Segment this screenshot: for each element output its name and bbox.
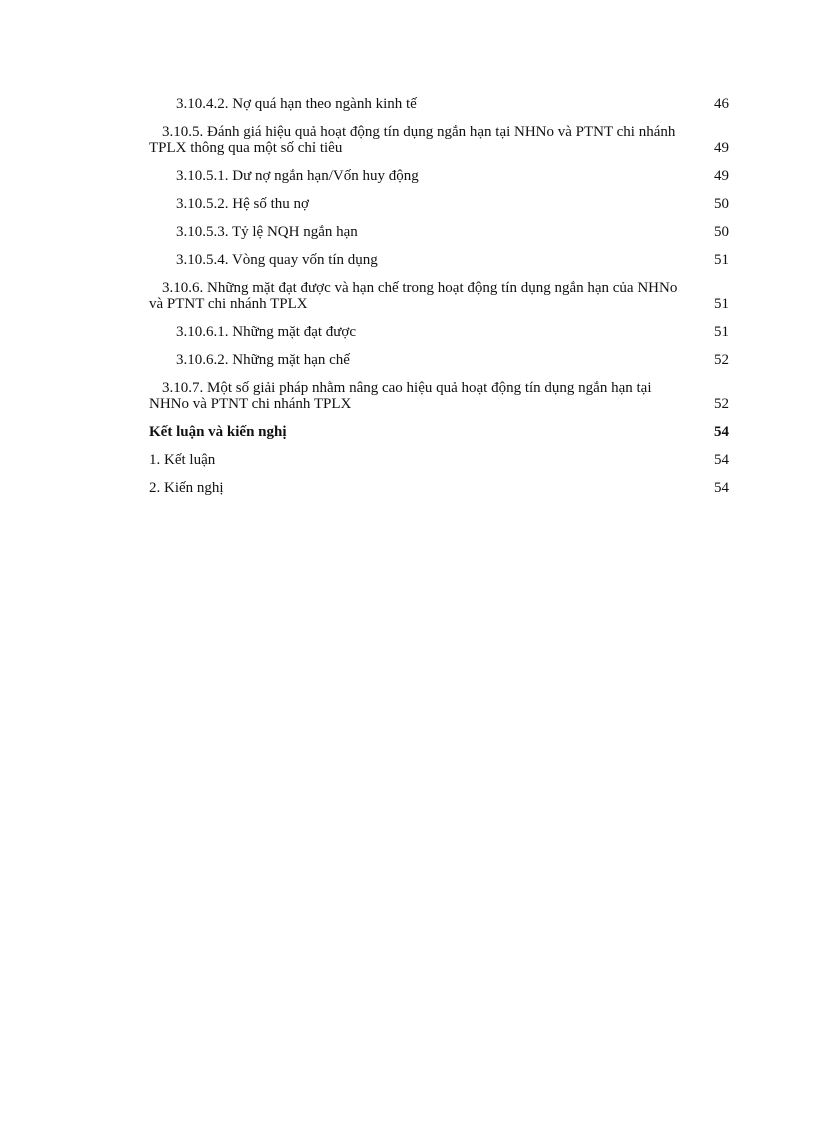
toc-entry-conclusion <box>149 452 729 468</box>
toc-entry-title: 1. Kết luận <box>149 452 216 468</box>
toc-entry-title: 3.10.6. Những mặt đạt được và hạn chế trong hoạt động tín dụng ngắn hạn của NHNo và PTNT chi nhánh TPLX <box>149 280 678 312</box>
toc-entry-3-10-5 <box>149 124 729 156</box>
toc-entry-title: 3.10.5. Đánh giá hiệu quả hoạt động tín dụng ngắn hạn tại NHNo và PTNT chi nhánh TPLX thông qua một số chỉ tiêu <box>149 124 676 156</box>
toc-entry-page: 50 <box>714 196 729 212</box>
toc-entry-title: 3.10.6.1. Những mặt đạt được <box>176 324 356 340</box>
toc-entry-page: 54 <box>714 424 729 440</box>
toc-entry-page: 49 <box>714 140 729 156</box>
toc-entry-conclusion-heading <box>149 424 729 440</box>
toc-entry-title: 3.10.5.4. Vòng quay vốn tín dụng <box>176 252 378 268</box>
toc-entry-title: 3.10.5.3. Tỷ lệ NQH ngắn hạn <box>176 224 358 240</box>
toc-entry-title: 3.10.7. Một số giải pháp nhằm nâng cao hiệu quả hoạt động tín dụng ngắn hạn tại NHNo và PTNT chi nhánh TPLX <box>149 380 652 412</box>
toc-entry-3-10-6 <box>149 280 729 312</box>
toc-entry-title: Kết luận và kiến nghị <box>149 424 287 440</box>
toc-entry-3-10-5-2 <box>149 196 729 212</box>
toc-entry-page: 46 <box>714 96 729 112</box>
toc-entry-page: 51 <box>714 324 729 340</box>
toc-entry-page: 52 <box>714 352 729 368</box>
toc-entry-page: 51 <box>714 252 729 268</box>
toc-entry-3-10-4-2 <box>149 96 729 112</box>
toc-entry-3-10-6-2 <box>149 352 729 368</box>
toc-entry-3-10-5-3 <box>149 224 729 240</box>
toc-entry-page: 49 <box>714 168 729 184</box>
toc-entry-title: 3.10.5.2. Hệ số thu nợ <box>176 196 309 212</box>
toc-entry-title: 3.10.4.2. Nợ quá hạn theo ngành kinh tế <box>176 96 417 112</box>
toc-entry-3-10-5-1 <box>149 168 729 184</box>
toc-entry-title: 3.10.6.2. Những mặt hạn chế <box>176 352 350 368</box>
toc-entry-page: 54 <box>714 480 729 496</box>
toc-entry-title: 3.10.5.1. Dư nợ ngắn hạn/Vốn huy động <box>176 168 419 184</box>
toc-entry-page: 54 <box>714 452 729 468</box>
toc-entry-recommendation <box>149 480 729 496</box>
toc-entry-page: 52 <box>714 396 729 412</box>
toc-entry-page: 51 <box>714 296 729 312</box>
toc-entry-title: 2. Kiến nghị <box>149 480 224 496</box>
toc-entry-3-10-6-1 <box>149 324 729 340</box>
table-of-contents <box>149 96 729 508</box>
toc-entry-page: 50 <box>714 224 729 240</box>
toc-entry-3-10-7 <box>149 380 729 412</box>
toc-entry-3-10-5-4 <box>149 252 729 268</box>
